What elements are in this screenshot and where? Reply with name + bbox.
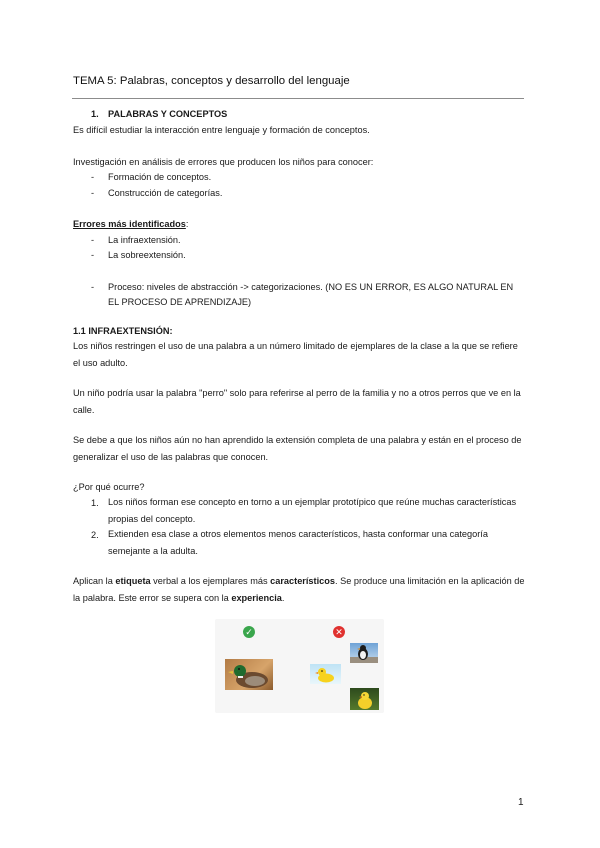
bullet-dash: - — [91, 172, 95, 182]
paragraph: Los niños restringen el uso de una palabra a un número limitado de ejemplares de la clase a la que se refiere el uso adulto. — [73, 341, 518, 368]
duck-examples-figure — [215, 619, 384, 713]
title-divider — [72, 98, 524, 99]
mallard-duck-image — [225, 659, 273, 690]
process-line: EL PROCESO DE APRENDIZAJE) — [108, 297, 252, 307]
section-intro: Es difícil estudiar la interacción entre lenguaje y formación de conceptos. — [73, 125, 370, 135]
chick-image — [350, 688, 379, 710]
research-item: Formación de conceptos. — [108, 172, 212, 182]
bullet-dash: - — [91, 235, 95, 245]
list-number: 1. — [91, 498, 99, 508]
list-item: Los niños forman ese concepto en torno a un ejemplar prototípico que reúne muchas características propias del concepto. — [108, 497, 517, 524]
text-run: . — [281, 592, 285, 603]
why-question: ¿Por qué ocurre? — [73, 482, 145, 492]
rubber-duck-image — [310, 664, 341, 684]
research-item: Construcción de categorías. — [108, 188, 223, 198]
text-run: Aplican la — [73, 576, 116, 586]
errors-colon: : — [185, 219, 189, 229]
section-heading: PALABRAS Y CONCEPTOS — [108, 109, 228, 119]
errors-heading: Errores más identificados — [73, 219, 186, 229]
check-icon: ✓ — [243, 626, 255, 638]
errors-heading-line — [73, 218, 188, 230]
cross-icon: ✕ — [333, 626, 345, 638]
bullet-dash: - — [91, 188, 95, 198]
text-run: verbal a los ejemplares más — [150, 576, 271, 586]
bullet-dash: - — [91, 250, 95, 260]
bold-term: característicos — [270, 576, 335, 586]
list-item: Extienden esa clase a otros elementos menos característicos, hasta conformar una categoría semejante a la adulta. — [108, 529, 488, 556]
page-number: 1 — [518, 797, 524, 808]
subsection-heading: 1.1 INFRAEXTENSIÓN: — [73, 326, 173, 336]
error-item: La infraextensión. — [108, 235, 181, 245]
research-text: Investigación en análisis de errores que producen los niños para conocer: — [73, 157, 374, 167]
bold-term: etiqueta — [115, 576, 151, 586]
penguin-image — [350, 643, 378, 663]
list-number: 2. — [91, 530, 99, 540]
process-line: Proceso: niveles de abstracción -> categorizaciones. (NO ES UN ERROR, ES ALGO NATURAL EN — [108, 282, 514, 292]
bullet-dash: - — [91, 282, 95, 292]
paragraph: Se debe a que los niños aún no han aprendido la extensión completa de una palabra y están en el proceso de generalizar el uso de las palabras que conocen. — [73, 435, 522, 462]
bold-term: experiencia — [231, 592, 282, 603]
page-title: TEMA 5: Palabras, conceptos y desarrollo del lenguaje — [73, 75, 350, 87]
text-run: . Se produce una limitación en la aplicación de la palabra. Este error se supera con la — [73, 576, 525, 603]
error-item: La sobreextensión. — [108, 250, 186, 260]
paragraph: Un niño podría usar la palabra "perro" solo para referirse al perro de la familia y no a otros perros que ve en la calle. — [73, 388, 521, 415]
conclusion-paragraph — [73, 573, 525, 606]
section-number: 1. — [91, 109, 99, 119]
